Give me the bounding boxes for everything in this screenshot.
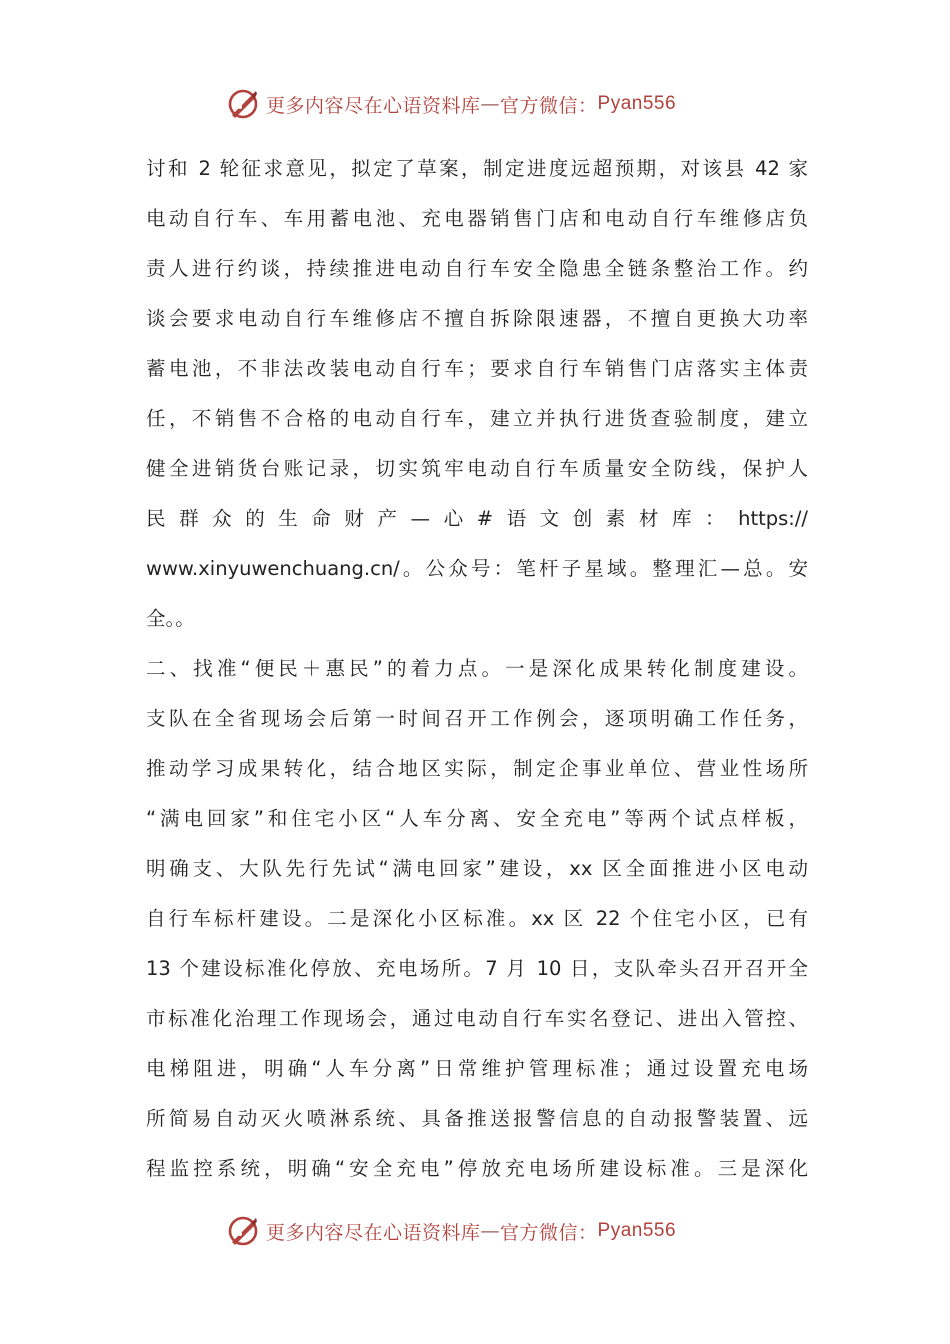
banner-wechat-label: 官方微信： (500, 1221, 598, 1244)
text-line: 民群众的生命财产—心#语文创素材库：https:// (146, 507, 808, 530)
header-banner (226, 84, 676, 124)
text-line: 谈会要求电动自行车维修店不擅自拆除限速器，不擅自更换大功率 (146, 307, 808, 330)
text-line: 明确支、大队先行先试“满电回家”建设，xx 区全面推进小区电动 (146, 857, 808, 880)
banner-wechat-id: Pyan556 (597, 93, 677, 114)
banner-wechat-label: 官方微信： (500, 94, 598, 117)
text-line: “满电回家”和住宅小区“人车分离、安全充电”等两个试点样板， (146, 807, 808, 830)
text-line: 全。。 (146, 607, 195, 630)
document-body (146, 144, 808, 1194)
text-line: 蓄电池，不非法改装电动自行车；要求自行车销售门店落实主体责 (146, 357, 808, 380)
text-line: 支队在全省现场会后第一时间召开工作例会，逐项明确工作任务， (146, 707, 808, 730)
pen-circle-icon (226, 87, 260, 121)
text-line: 电动自行车、车用蓄电池、充电器销售门店和电动自行车维修店负 (146, 207, 808, 230)
banner-separator: — (480, 93, 501, 115)
text-line: 电梯阻进，明确“人车分离”日常维护管理标准；通过设置充电场 (146, 1057, 808, 1080)
text-line: 13 个建设标准化停放、充电场所。7 月 10 日，支队牵头召开召开全 (146, 957, 808, 980)
text-line: 自行车标杆建设。二是深化小区标准。xx 区 22 个住宅小区，已有 (146, 907, 808, 930)
banner-text: 更多内容尽在心语资料库 (266, 94, 481, 117)
banner-separator: — (480, 1220, 501, 1242)
text-line: 所简易自动灭火喷淋系统、具备推送报警信息的自动报警装置、远 (146, 1107, 808, 1130)
text-line: 讨和 2 轮征求意见，拟定了草案，制定进度远超预期，对该县 42 家 (146, 157, 808, 180)
banner-text: 更多内容尽在心语资料库 (266, 1221, 481, 1244)
text-line: 推动学习成果转化，结合地区实际，制定企事业单位、营业性场所 (146, 757, 808, 780)
text-line: www.xinyuwenchuang.cn/。公众号：笔杆子星域。整理汇—总。安 (146, 557, 808, 580)
text-line: 市标准化治理工作现场会，通过电动自行车实名登记、进出入管控、 (146, 1007, 808, 1030)
footer-banner (226, 1211, 676, 1251)
text-line: 责人进行约谈，持续推进电动自行车安全隐患全链条整治工作。约 (146, 257, 808, 280)
text-line: 健全进销货台账记录，切实筑牢电动自行车质量安全防线，保护人 (146, 457, 808, 480)
text-line: 程监控系统，明确“安全充电”停放充电场所建设标准。三是深化 (146, 1157, 808, 1180)
text-line: 任，不销售不合格的电动自行车，建立并执行进货查验制度，建立 (146, 407, 808, 430)
banner-wechat-id: Pyan556 (597, 1220, 677, 1241)
pen-circle-icon (226, 1214, 260, 1248)
text-line: 二、找准“便民＋惠民”的着力点。一是深化成果转化制度建设。 (146, 657, 808, 680)
